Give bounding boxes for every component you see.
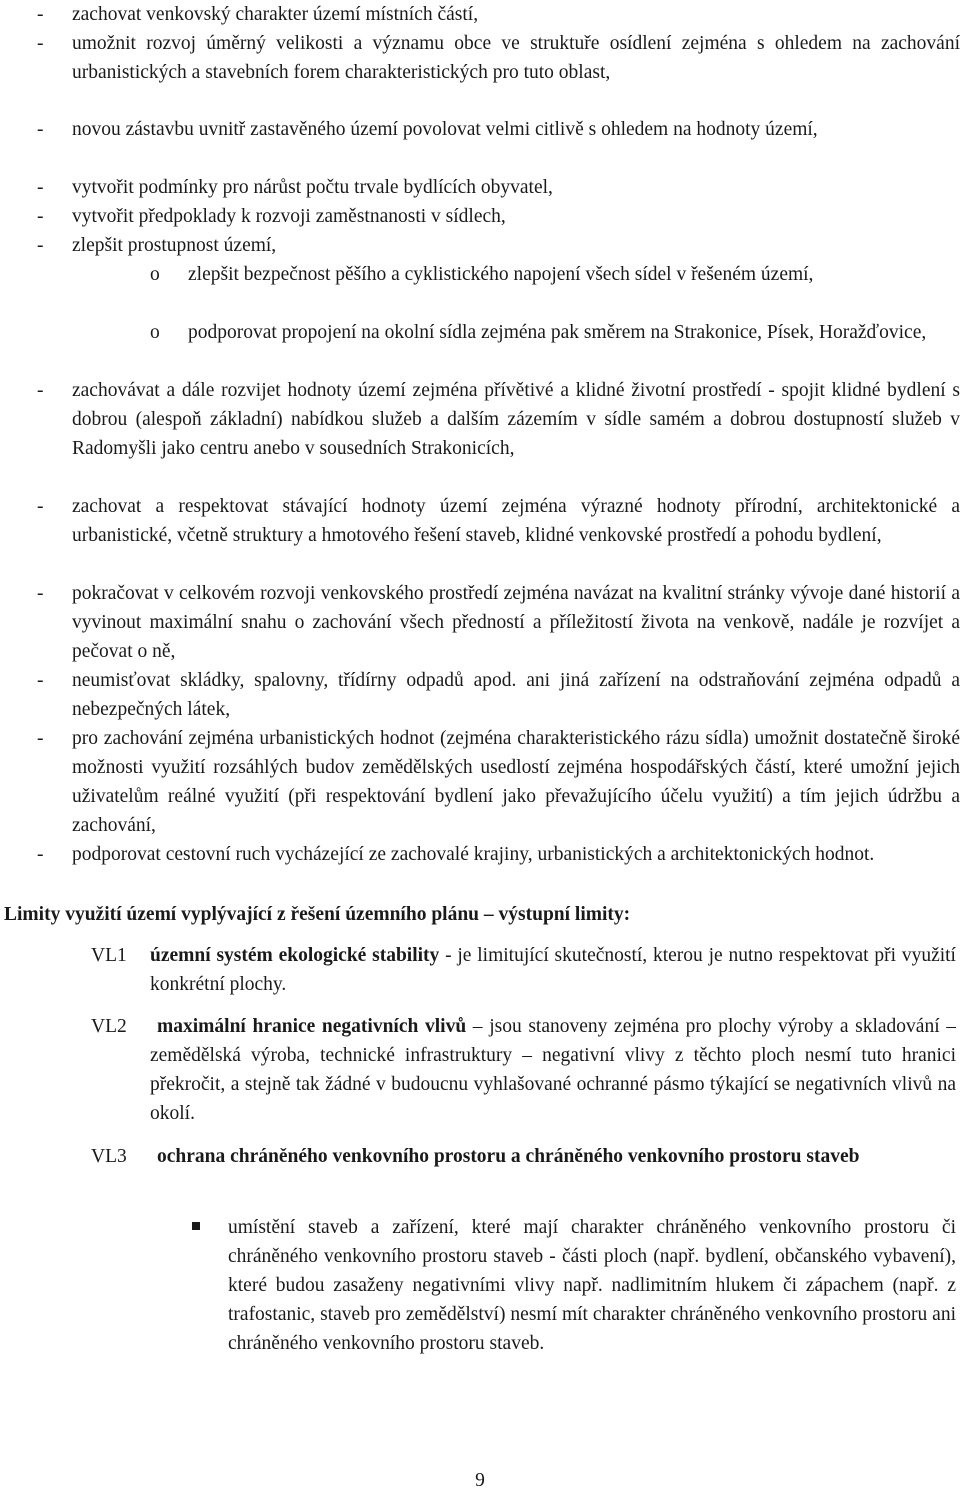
list-item bbox=[0, 666, 960, 724]
dash-bullet: - bbox=[37, 583, 44, 604]
list-item-text: pro zachování zejména urbanistických hodnot (zejména charakteristického rázu sídla) umožnit dostatečně široké možnosti využití rozsáhlých budov zemědělských usedlostí zejména hospodářských částí, které umožní jejich uživatelům reálné využití (při respektování bydlení jako převažujícího účelu využití) a tím jejich údržbu a zachování, bbox=[72, 728, 960, 836]
dash-bullet: - bbox=[37, 177, 44, 198]
dash-bullet: - bbox=[37, 235, 44, 256]
limit-title: maximální hranice negativních vlivů bbox=[157, 1016, 467, 1037]
list-item bbox=[0, 492, 960, 550]
limit-code: VL3 bbox=[91, 1146, 127, 1167]
dash-bullet: - bbox=[37, 33, 44, 54]
limit-text: - je limitující skutečností, kterou je nutno respektovat při využití konkrétní plochy. bbox=[150, 945, 956, 995]
dash-bullet: - bbox=[37, 670, 44, 691]
list-item-text: vytvořit podmínky pro nárůst počtu trvale bydlících obyvatel, bbox=[72, 177, 553, 198]
list-item bbox=[0, 202, 960, 231]
section-heading: Limity využití území vyplývající z řešení územního plánu – výstupní limity: bbox=[4, 904, 631, 925]
list-item bbox=[0, 840, 960, 869]
list-item-text: novou zástavbu uvnitř zastavěného území povolovat velmi citlivě s ohledem na hodnoty území, bbox=[72, 119, 818, 140]
limit-description bbox=[150, 1012, 956, 1128]
list-item bbox=[0, 115, 960, 144]
square-bullet-icon bbox=[192, 1222, 200, 1230]
limit-description bbox=[150, 1142, 956, 1171]
list-item bbox=[0, 579, 960, 666]
limit-text: – jsou stanoveny zejména pro plochy výroby a skladování – zemědělská výroba, technické infrastruktury – negativní vlivy z těchto ploch nesmí tuto hranici překročit, a stejně tak žádné v budoucnu vyhlašované ochranné pásmo týkající se negativních vlivů na okolí. bbox=[150, 1016, 956, 1124]
dash-bullet: - bbox=[37, 4, 44, 25]
list-item-text: zachovat venkovský charakter území místních částí, bbox=[72, 4, 479, 25]
dash-bullet: - bbox=[37, 206, 44, 227]
list-item bbox=[0, 376, 960, 463]
limit-description bbox=[150, 941, 956, 999]
dash-bullet: - bbox=[37, 728, 44, 749]
circle-bullet: o bbox=[150, 322, 160, 343]
dash-bullet: - bbox=[37, 496, 44, 517]
limit-title: ochrana chráněného venkovního prostoru a chráněného venkovního prostoru staveb bbox=[157, 1146, 860, 1167]
page-number: 9 bbox=[475, 1470, 485, 1491]
list-item bbox=[0, 173, 960, 202]
list-item-text: pokračovat v celkovém rozvoji venkovského prostředí zejména navázat na kvalitní stránky vývoje dané historií a vyvinout maximální snahu o zachování všech předností a příležitostí života na venkově, nadále je rozvíjet a pečovat o ně, bbox=[72, 583, 960, 662]
sub-list-item-text: podporovat propojení na okolní sídla zejména pak směrem na Strakonice, Písek, Horažďovice, bbox=[188, 322, 927, 343]
list-item-text: zachovávat a dále rozvijet hodnoty území zejména přívětivé a klidné životní prostředí - spojit klidné bydlení s dobrou (alespoň základní) nabídkou služeb a dalším zázemím v sídle samém a dobrou dostupností služeb v Radomyšli jako centru anebo v sousedních Strakonicích, bbox=[72, 380, 960, 459]
list-item bbox=[0, 724, 960, 840]
vl3-bullet-text: umístění staveb a zařízení, které mají charakter chráněného venkovního prostoru či chráněného venkovního prostoru staveb - části ploch (např. bydlení, občanského vybavení), které budou zasaženy negativními vlivy např. nadlimitním hlukem či zápachem (např. z trafostanic, staveb pro zemědělství) nesmí mít charakter chráněného venkovního prostoru ani chráněného venkovního prostoru staveb. bbox=[228, 1217, 956, 1354]
list-item-text: vytvořit předpoklady k rozvoji zaměstnanosti v sídlech, bbox=[72, 206, 506, 227]
list-item-text: neumisťovat skládky, spalovny, třídírny odpadů apod. ani jiná zařízení na odstraňování zejména odpadů a nebezpečných látek, bbox=[72, 670, 960, 720]
limit-code: VL2 bbox=[91, 1016, 127, 1037]
circle-bullet: o bbox=[150, 264, 160, 285]
dash-bullet: - bbox=[37, 119, 44, 140]
sub-list-item-text: zlepšit bezpečnost pěšího a cyklistického napojení všech sídel v řešeném území, bbox=[188, 264, 814, 285]
limit-title: územní systém ekologické stability bbox=[150, 945, 440, 966]
list-item bbox=[0, 0, 960, 29]
sub-list-item bbox=[0, 260, 958, 289]
list-item-text: umožnit rozvoj úměrný velikosti a významu obce ve struktuře osídlení zejména s ohledem na zachování urbanistických a stavebních forem charakteristických pro tuto oblast, bbox=[72, 33, 960, 83]
list-item-text: zlepšit prostupnost území, bbox=[72, 235, 277, 256]
limit-code: VL1 bbox=[91, 945, 127, 966]
sub-list-item bbox=[0, 318, 958, 347]
dash-bullet: - bbox=[37, 844, 44, 865]
list-item-text: podporovat cestovní ruch vycházející ze zachovalé krajiny, urbanistických a architektonických hodnot. bbox=[72, 844, 875, 865]
list-item bbox=[0, 231, 960, 260]
dash-bullet: - bbox=[37, 380, 44, 401]
list-item bbox=[0, 29, 960, 87]
list-item-text: zachovat a respektovat stávající hodnoty území zejména výrazné hodnoty přírodní, architektonické a urbanistické, včetně struktury a hmotového řešení staveb, klidné venkovské prostředí a pohodu bydlení, bbox=[72, 496, 960, 546]
